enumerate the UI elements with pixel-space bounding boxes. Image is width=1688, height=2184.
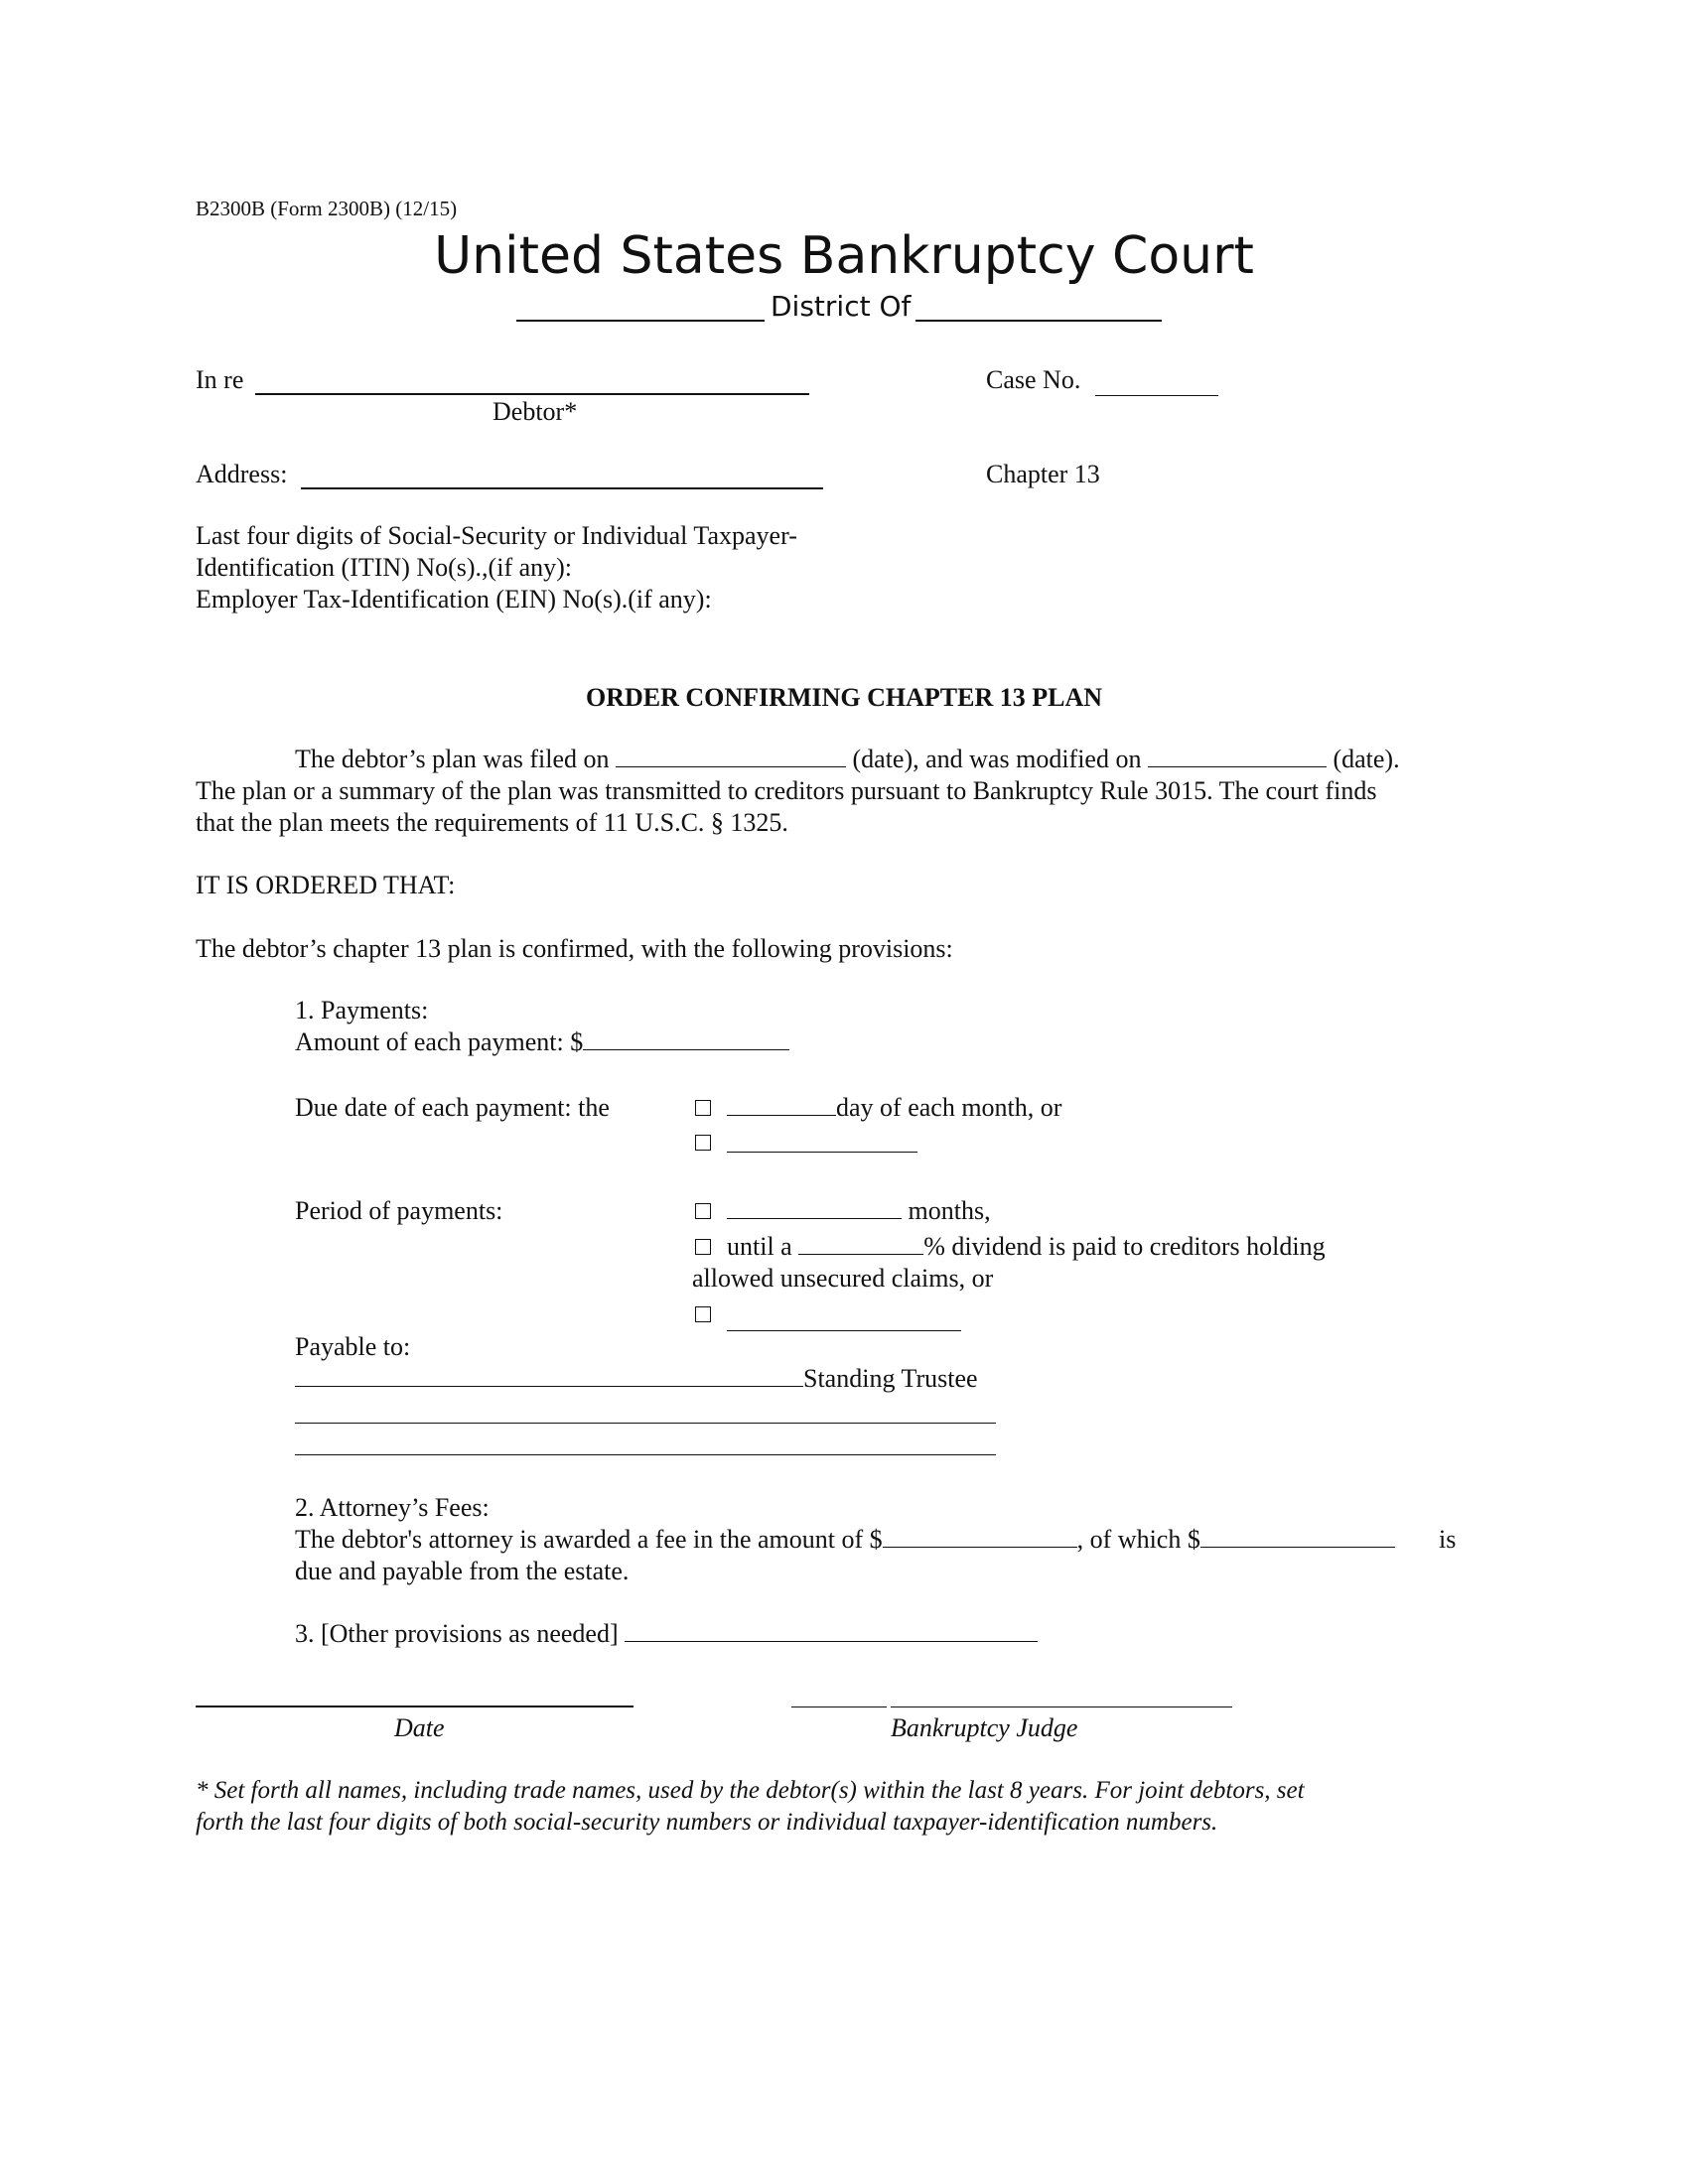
due-other-field[interactable] — [727, 1152, 917, 1153]
ssn-line-1: Last four digits of Social-Security or Individual Taxpayer- — [196, 521, 797, 550]
address-label: Address: — [196, 460, 288, 488]
period-dividend-until: until a — [727, 1232, 792, 1261]
judge-label: Bankruptcy Judge — [891, 1713, 1078, 1742]
period-months-field[interactable] — [727, 1198, 902, 1219]
fee-amount-field[interactable] — [883, 1527, 1077, 1548]
period-months-row — [727, 1196, 991, 1226]
district-blank-left[interactable] — [516, 320, 765, 322]
date-sig-label: Date — [394, 1713, 445, 1742]
judge-signature-line[interactable] — [891, 1706, 1232, 1707]
modified-date-field[interactable] — [1148, 747, 1327, 767]
other-provisions-label: 3. [Other provisions as needed] — [295, 1619, 619, 1648]
period-dividend-text: % dividend is paid to creditors holding — [923, 1232, 1326, 1261]
due-other-checkbox[interactable] — [695, 1135, 711, 1151]
court-title: United States Bankruptcy Court — [434, 226, 1254, 286]
ordered-heading: IT IS ORDERED THAT: — [196, 871, 456, 899]
other-provisions-field[interactable] — [625, 1621, 1038, 1642]
debtor-label: Debtor* — [492, 397, 578, 426]
filed-date-field[interactable] — [616, 747, 846, 767]
in-re-label: In re — [196, 365, 244, 394]
modified-label: (date), and was modified on — [852, 745, 1142, 773]
fees-text-a: The debtor's attorney is awarded a fee in the amount of $ — [295, 1525, 883, 1554]
fees-heading: 2. Attorney’s Fees: — [295, 1493, 490, 1522]
district-label: District Of — [771, 290, 912, 323]
plan-filed-text — [295, 745, 1400, 774]
due-day-row — [727, 1093, 1061, 1123]
payment-amount-label: Amount of each payment: $ — [295, 1027, 584, 1056]
dividend-percent-field[interactable] — [798, 1234, 923, 1255]
payment-amount-field[interactable] — [583, 1029, 789, 1050]
confirmed-text: The debtor’s chapter 13 plan is confirmed, with the following provisions: — [196, 934, 953, 963]
period-dividend-checkbox[interactable] — [695, 1239, 711, 1255]
period-other-checkbox[interactable] — [695, 1306, 711, 1322]
fees-text-b: , of which $ — [1076, 1525, 1200, 1554]
payable-address-line-1[interactable] — [295, 1423, 996, 1424]
period-other-field[interactable] — [727, 1330, 961, 1331]
fees-text-c: is — [1439, 1525, 1457, 1554]
payable-label: Payable to: — [295, 1332, 411, 1361]
date-signature-line[interactable] — [196, 1706, 633, 1707]
plan-filed-label: The debtor’s plan was filed on — [295, 745, 610, 773]
fees-line-2: due and payable from the estate. — [295, 1557, 630, 1585]
order-title: ORDER CONFIRMING CHAPTER 13 PLAN — [586, 683, 1102, 712]
standing-trustee-label: Standing Trustee — [803, 1364, 978, 1393]
period-months-checkbox[interactable] — [695, 1203, 711, 1219]
fee-due-field[interactable] — [1200, 1527, 1395, 1548]
chapter-label: Chapter 13 — [986, 460, 1100, 488]
footnote-line-1: * Set forth all names, including trade names, used by the debtor(s) within the last 8 years. For joint debtors, set — [196, 1777, 1305, 1804]
period-months-text: months, — [908, 1196, 991, 1225]
fees-row — [295, 1525, 1395, 1555]
trustee-row — [295, 1364, 978, 1394]
plan-requirements-text: that the plan meets the requirements of 11 U.S.C. § 1325. — [196, 808, 788, 837]
payable-address-line-2[interactable] — [295, 1454, 996, 1455]
due-day-text: day of each month, or — [836, 1093, 1062, 1122]
other-provisions-row — [295, 1619, 1038, 1649]
trustee-name-field[interactable] — [295, 1366, 803, 1387]
payments-heading: 1. Payments: — [295, 996, 429, 1024]
due-day-field[interactable] — [727, 1095, 836, 1116]
plan-transmitted-text: The plan or a summary of the plan was transmitted to creditors pursuant to Bankruptcy Rule 3015. The court finds — [196, 776, 1377, 805]
ein-line: Employer Tax-Identification (EIN) No(s).(if any): — [196, 585, 712, 614]
judge-line-a[interactable] — [791, 1706, 887, 1707]
date-label: (date). — [1333, 745, 1400, 773]
payment-amount-row — [295, 1027, 789, 1057]
footnote-line-2: forth the last four digits of both social-security numbers or individual taxpayer-identification numbers. — [196, 1809, 1218, 1836]
period-dividend-row — [727, 1232, 1326, 1262]
due-day-checkbox[interactable] — [695, 1100, 711, 1116]
form-id: B2300B (Form 2300B) (12/15) — [196, 197, 458, 220]
case-no-label: Case No. — [986, 365, 1081, 394]
period-label: Period of payments: — [295, 1196, 503, 1225]
period-dividend-claims: allowed unsecured claims, or — [692, 1264, 994, 1293]
district-blank-right[interactable] — [915, 320, 1162, 322]
debtor-name-field[interactable] — [255, 393, 809, 395]
address-field[interactable] — [301, 487, 823, 489]
case-no-field[interactable] — [1095, 395, 1218, 396]
ssn-line-2: Identification (ITIN) No(s).,(if any): — [196, 553, 573, 582]
due-date-label: Due date of each payment: the — [295, 1093, 610, 1122]
